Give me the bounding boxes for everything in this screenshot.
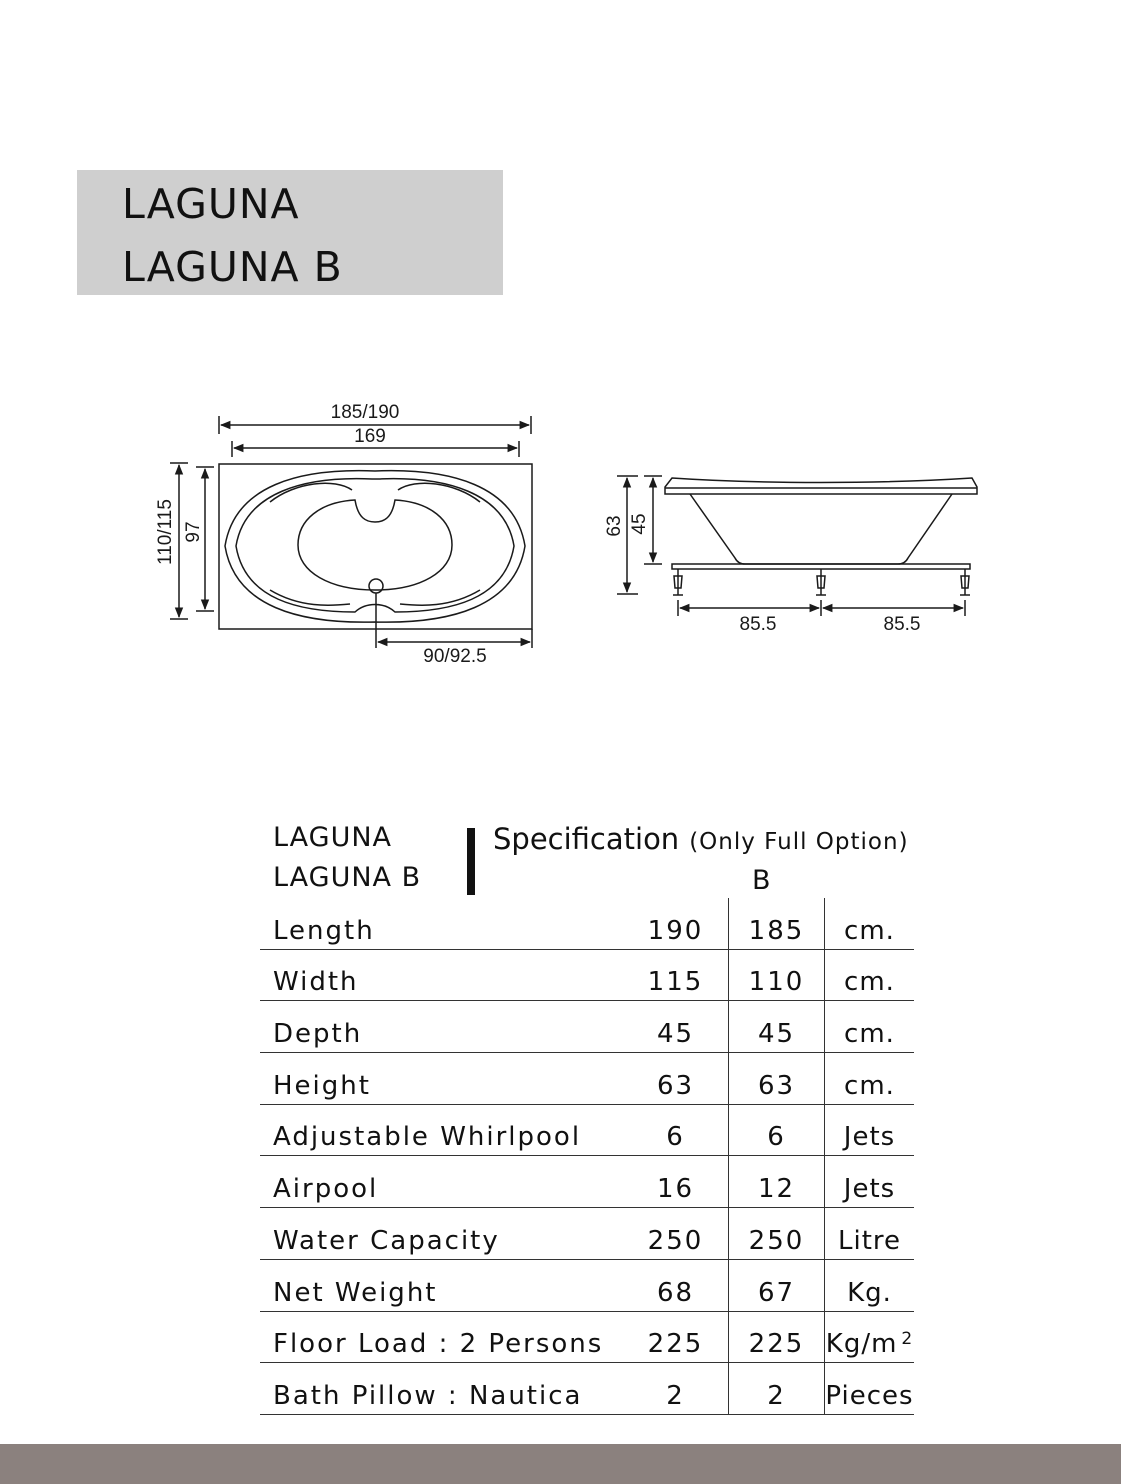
table-row — [260, 1104, 914, 1156]
spec-value-laguna: 225 — [623, 1311, 729, 1363]
spec-unit: Jets — [825, 1156, 915, 1208]
spec-label: Height — [260, 1053, 623, 1105]
spec-unit: Litre — [825, 1208, 915, 1260]
spec-label: Length — [260, 898, 623, 949]
tub-inner-oval — [298, 500, 452, 590]
table-row — [260, 1001, 914, 1053]
dim-outer-width: 110/115 — [155, 499, 176, 565]
spec-value-laguna: 6 — [623, 1104, 729, 1156]
armrest-bottom-left — [270, 590, 350, 605]
technical-drawing — [0, 0, 1121, 720]
dim-inner-width: 97 — [183, 521, 204, 543]
table-row — [260, 1311, 914, 1363]
armrest-top-right — [398, 483, 480, 502]
tub-side-body — [690, 494, 952, 564]
footer-bar — [0, 1444, 1121, 1484]
spec-unit: Jets — [825, 1104, 915, 1156]
table-row — [260, 949, 914, 1001]
title-line-2: LAGUNA B — [122, 243, 343, 291]
spec-label: Width — [260, 949, 623, 1001]
spec-value-laguna-b: 45 — [729, 1001, 825, 1053]
spec-value-laguna-b: 2 — [729, 1363, 825, 1415]
spec-heading — [493, 822, 909, 856]
spec-unit: cm. — [825, 1053, 915, 1105]
tub-legs — [673, 569, 970, 595]
spec-value-laguna-b: 6 — [729, 1104, 825, 1156]
dim-drain-offset: 90/92.5 — [423, 646, 487, 667]
title-line-1: LAGUNA — [122, 180, 300, 228]
spec-heading-text: Specification — [493, 822, 680, 856]
dim-height: 63 — [604, 515, 625, 537]
spec-value-laguna: 250 — [623, 1208, 729, 1260]
spec-heading-note: (Only Full Option) — [689, 829, 909, 855]
spec-value-laguna: 2 — [623, 1363, 729, 1415]
spec-label: Water Capacity — [260, 1208, 623, 1260]
table-row — [260, 1053, 914, 1105]
tub-outer-bowl — [225, 471, 525, 622]
spec-model-2: LAGUNA B — [273, 862, 422, 893]
dim-depth: 45 — [629, 513, 650, 535]
spec-value-laguna: 63 — [623, 1053, 729, 1105]
spec-value-laguna-b: 63 — [729, 1053, 825, 1105]
spec-value-laguna: 45 — [623, 1001, 729, 1053]
spec-label: Floor Load : 2 Persons — [260, 1311, 623, 1363]
tub-side-rim — [665, 478, 977, 494]
spec-unit: cm. — [825, 949, 915, 1001]
spec-unit: Pieces — [825, 1363, 915, 1415]
spec-table — [260, 898, 914, 1415]
top-view — [170, 416, 532, 648]
table-row — [260, 1208, 914, 1260]
spec-value-laguna-b: 110 — [729, 949, 825, 1001]
tub-side-frame — [672, 564, 970, 569]
dim-inner-length: 169 — [354, 426, 386, 447]
drain-circle — [369, 579, 383, 593]
armrest-bottom-right — [400, 590, 480, 605]
spec-model-1: LAGUNA — [273, 822, 393, 853]
dim-outer-length: 185/190 — [330, 402, 400, 423]
armrest-top-left — [270, 483, 352, 502]
side-view — [617, 476, 977, 616]
spec-label: Net Weight — [260, 1259, 623, 1311]
spec-value-laguna-b: 67 — [729, 1259, 825, 1311]
spec-unit-superscript: 2 — [901, 1329, 914, 1350]
spec-unit: cm. — [825, 898, 915, 949]
tub-inner-rim — [236, 479, 514, 612]
spec-unit — [825, 1311, 915, 1363]
spec-unit-text: Kg/m — [825, 1329, 898, 1360]
spec-label: Depth — [260, 1001, 623, 1053]
spec-unit: Kg. — [825, 1259, 915, 1311]
spec-value-laguna: 190 — [623, 898, 729, 949]
spec-value-laguna-b: 250 — [729, 1208, 825, 1260]
table-row — [260, 1156, 914, 1208]
dim-leg-right: 85.5 — [883, 614, 921, 635]
spec-value-laguna: 16 — [623, 1156, 729, 1208]
spec-value-laguna: 115 — [623, 949, 729, 1001]
spec-unit: cm. — [825, 1001, 915, 1053]
spec-value-laguna-b: 185 — [729, 898, 825, 949]
spec-column-b-header: B — [752, 865, 771, 896]
spec-label: Bath Pillow : Nautica — [260, 1363, 623, 1415]
spec-value-laguna-b: 225 — [729, 1311, 825, 1363]
spec-value-laguna: 68 — [623, 1259, 729, 1311]
table-row — [260, 898, 914, 949]
table-row — [260, 1259, 914, 1311]
spec-label: Airpool — [260, 1156, 623, 1208]
spec-value-laguna-b: 12 — [729, 1156, 825, 1208]
spec-header-divider — [467, 828, 475, 895]
table-row — [260, 1363, 914, 1415]
spec-label: Adjustable Whirlpool — [260, 1104, 623, 1156]
dim-leg-left: 85.5 — [739, 614, 777, 635]
